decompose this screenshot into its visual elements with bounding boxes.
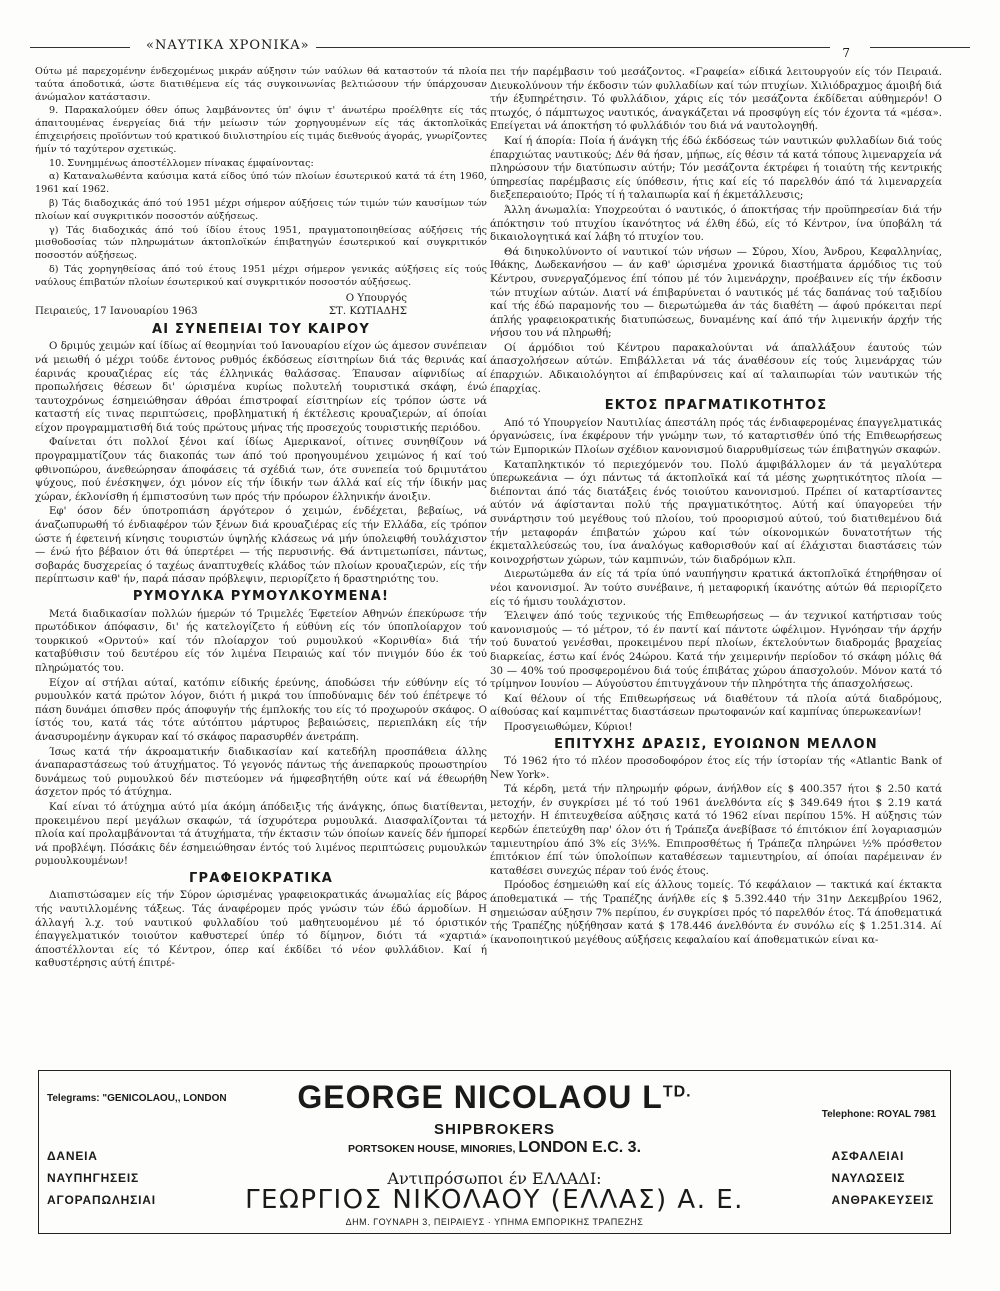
signature-title: Ο Υπουργός (345, 292, 407, 304)
paragraph: Εφ' όσον δέν ύποτροπιάση άργότερον ό χειμών, ένδέχεται, βεβαίως, νά άναζωπυρωθή τό ένδιαφέρον τών ξένων διά κρουαζιέρας είς τήν Ελλάδα, είς τρόπον ώστε ή έφετεινή κίνησις τουριστών ύψηλής κλάσεως νά μήν ύπολειφθή τουλάχιστον — ένώ ήτο βέβαιον ότι θά ύπερτέρει — τής περυσινής. Θά άντιμετωπίσει, πάντως, σοβαράς δυσχερείας ό ταχέως άναπτυχθείς κλάδος τών πλοίων κρουαζιερών, είς τήν περίπτωσιν καθ' ήν, παρά πάσαν πρόβλεψιν, περιορίζετο ή δραστηριότης του. (35, 506, 487, 586)
paragraph: 9. Παρακαλούμεν όθεν όπως λαμβάνοντες ύπ' όψιν τ' άνωτέρω προέλθητε είς τάς άπαιτουμένας ένεργείας διά τήν μείωσιν τών χορηγουμένων είς τάς άκτοπλοϊκάς έπιχειρήσεις προϊόντων τού κρατικού διυλιστηρίου είς τιμάς διεθνούς άγοράς, γνωρίζοντες ήμίν τό ταχύτερον σχετικώς. (35, 105, 487, 155)
paragraph: Ο δριμύς χειμών καί ίδίως αί θεομηνίαι τού Ιανουαρίου είχον ώς άμεσον συνέπειαν νά μειωθή ό μέχρι τούδε έντονος ρυθμός έκδόσεως είσιτηρίων διά τάς θερινάς καί έαρινάς κρουαζιέρας είς τάς έλληνικάς θαλάσσας. Έπαυσαν αίφνιδίως αί προπωλήσεις θέσεων δι' ώρισμένα κυρίως πολυτελή τουριστικά σκάφη, ένώ ταυτοχρόνως έσημειώθησαν άθρόαι έπιστροφαί είσιτηρίων είς τρόπον ώστε νά καταστή είς τινας περιπτώσεις, προβληματική ή έκτέλεσις κρουαζιερών, αί όποίαι είχον προγραμματισθή διά τούς πρώτους μήνας τής προσεχούς τουριστικής περιόδου. (35, 341, 487, 434)
paragraph: Άλλη άνωμαλία: Υποχρεούται ό ναυτικός, ό άποκτήσας τήν προϋπηρεσίαν διά τήν άπόκτησιν τού πτυχίου ίκανότητος νά έλθη έδώ, είς τό Κέντρον, ίνα ύποβάλη τά δικαιολογητικά καί λάβη τό πτυχίον του. (490, 204, 942, 244)
paragraph: Μετά διαδικασίαν πολλών ήμερών τό Τριμελές Έφετείον Αθηνών έπεκύρωσε τήν πρωτόδικον άπόφασιν, δι' ής κατελογίζετο ή εύθύνη είς τόν ύποπλοίαρχον τού τουρκικού «Ορντού» καί τόν πλοίαρχον τού ρυμουλκού «Κορινθία» διά τήν καταβύθισιν τού δευτέρου είς τόν λιμένα Πειραιώς καί τόν πνιγμόν δύο έκ τού πληρώματός του. (35, 608, 487, 674)
paragraph: Ίσως κατά τήν άκροαματικήν διαδικασίαν καί κατεδήλη προσπάθεια άλλης άναπαραστάσεως τού άτυχήματος. Τό γεγονός πάντως τής άνεπαρκούς προωστηρίου δυνάμεως τού ρυμουλκού δέν πιστεύομεν νά ήμφεσβητήθη ούτε καί νά έθεωρήθη άσχετον πρός τό άτύχημα. (35, 746, 487, 799)
signature-line (35, 305, 487, 319)
address-city: LONDON E.C. 3. (518, 1139, 642, 1156)
right-column (490, 66, 942, 1066)
paragraph: Έλειψεν άπό τούς τεχνικούς τής Επιθεωρήσεως — άν τεχνικοί κατήρτισαν τούς κανονισμούς — τό μέτρον, τό έν παντί καί πάντοτε ώφέλιμον. Ηγνόησαν τήν άρχήν τού δυνατού γενέσθαι, προκειμένου περί πλοίων, έκτελούντων διαδρομάς βραχείας διαρκείας, έστω καί ένός 24ώρου. Κατά τήν χειμερινήν περίοδον τό σκάφη μόλις θά 30 — 40% τού προσφερομένου διά τούς έπιβάτας χώρου άπασχολούν. Μόνον κατά τό τρίμηνον Ιουνίου — Αύγούστου έπιτυγχάνουν τήν πληρότητα τής άπασχολήσεως. (490, 611, 942, 691)
header-rule-left (30, 47, 130, 48)
service-item: ΑΝΘΡΑΚΕΥΣΕΙΣ (831, 1193, 934, 1207)
paragraph: Πρόοδος έσημειώθη καί είς άλλους τομείς. Τό κεφάλαιον — τακτικά καί έκτακτα άποθεματικά — τής Τραπέζης άνήλθε είς $ 5.392.440 τήν 31ην Δεκεμβρίου 1962, σημειώσαν αύξησιν 7% περίπου, έν συγκρίσει πρός τό παρελθόν έτος. Τά άποθεματικά τής Τραπέζης ηύξήθησαν κατά $ 178.446 άνελθόντα έν συνόλω είς $ 1.251.314. Αί ίκανοποιητικού μεγέθους αύξήσεις κεφαλαίου καί άποθεματικών είναι κα- (490, 880, 942, 946)
service-item: ΝΑΥΛΩΣΕΙΣ (831, 1171, 906, 1185)
paragraph: Θά διηυκολύνοντο οί ναυτικοί τών νήσων — Σύρου, Χίου, Άνδρου, Κεφαλληνίας, Ιθάκης, Δωδεκανήσου — άν καθ' ώρισμένα χρονικά διαστήματα άρμόδιος τις τού Κέντρου, συνεργαζόμενος έπί τόπου μέ τόν λιμενάρχην, προέβαινεν είς τήν έκδοσιν τών πτυχίων αύτών. Διατί νά έπιβαρύνεται ό ναυτικός μέ τάς δαπάνας τού ταξιδίου καί τής έδώ παραμονής του — διερωτώμεθα άν τάς διαθέτη — άφού πρόκειται περί άπλής γραφειοκρατικής διατυπώσεως, δυναμένης καί άπό τήν λιμενικήν άρχήν τής νήσου του νά πληρωθή; (490, 246, 942, 340)
page-number: 7 (842, 46, 850, 60)
shipbroker-advertisement (38, 1070, 951, 1234)
address-street: PORTSOKEN HOUSE, MINORIES, (347, 1143, 516, 1155)
header-rule-middle (290, 47, 830, 48)
service-item: ΝΑΥΠΗΓΗΣΕΙΣ (47, 1171, 139, 1185)
page-header (30, 38, 970, 58)
company-address (39, 1139, 950, 1157)
paragraph: Καταπληκτικόν τό περιεχόμενόν του. Πολύ άμφιβάλλομεν άν τά μεγαλύτερα ύπερωκεάνια — όχι πάντως τά άκτοπλοϊκά καί τά μέσης χωρητικότητος πλοία — διέπονται άπό τάς διατάξεις ένός τοιούτου κανονισμού. Πρέπει οί καταρτίσαντες αύτόν νά άφίστανται πολύ τής πραγματικότητος. Αύτή καί ύπαγορεύει τήν συνάρτησιν τού μεγέθους τού πλοίου, τού προορισμού αύτού, τού διατιθεμένου διά τήν μεταφοράν έπιβατών χώρου καί τών οίκονομικών δυνατοτήτων τής έκμεταλλεύσεώς του, ίνα άναλόγως καθορισθούν καί αί έλάχισται διαστάσεις τών κοινοχρήστων χώρων, τών καμπινών, τών διαδρόμων κλπ. (490, 459, 942, 566)
agents-line: Αντιπρόσωποι έν ΕΛΛΑΔΙ: (387, 1169, 602, 1188)
paragraph: 10. Συνημμένως άποστέλλομεν πίνακας έμφαίνοντας: (49, 157, 314, 169)
company-subtitle: SHIPBROKERS (433, 1121, 556, 1138)
company-name-text: GEORGE NICOLAOU L (297, 1079, 663, 1115)
newspaper-title: «ΝΑΥΤΙΚΑ ΧΡΟΝΙΚΑ» (140, 38, 316, 53)
paragraph: Οί άρμόδιοι τού Κέντρου παρακαλούνται νά άπαλλάξουν έαυτούς τών άπασχολήσεων αύτών. Επιβάλλεται νά τάς άναθέσουν είς τούς λιμενάρχας τών έπαρχιών. Αδικαιολόγητοι αί έπιβαρύνσεις καί αί ταλαιπωρίαι τών ναυτικών τής έπαρχίας. (490, 342, 942, 395)
paragraph: Τό 1962 ήτο τό πλέον προσοδοφόρον έτος είς τήν ίστορίαν τής «Atlantic Bank of New York». (490, 756, 942, 781)
telephone-number: Telephone: ROYAL 7981 (821, 1109, 936, 1120)
paragraph: πει τήν παρέμβασιν τού μεσάζοντος. «Γραφεία» είδικά λειτουργούν είς τόν Πειραιά. Διευκολύνουν τήν έκδοσιν τών φυλλαδίων καί τών πτυχίων. Χιλιόδραχμος άμοιβή διά τήν έξυπηρέτησιν. Τό φυλλάδιον, χάρις είς τόν μεσάζοντα έκδίδεται αύθημερόν! Ο πτωχός, ό πάμπτωχος ναυτικός, άναγκάζεται νά προσφύγη είς τόν έχοντα τά «μέσα». Επείγεται νά άποκτήση τό φυλλάδιόν του διά νά ναυτολογηθή. (490, 67, 942, 133)
section-heading: ΓΡΑΦΕΙΟΚΡΑΤΙΚΑ (189, 870, 333, 886)
company-name (39, 1079, 950, 1116)
service-item: ΑΓΟΡΑΠΩΛΗΣΙΑΙ (47, 1193, 156, 1207)
header-rule-right (870, 47, 970, 48)
section-heading: ΡΥΜΟΥΛΚΑ ΡΥΜΟΥΛΚΟΥΜΕΝΑ! (132, 589, 390, 605)
service-item: ΔΑΝΕΙΑ (47, 1149, 98, 1163)
greek-address: ΔΗΜ. ΓΟΥΝΑΡΗ 3, ΠΕΙΡΑΙΕΥΣ · ΥΠΗΜΑ ΕΜΠΟΡΙΚΗΣ ΤΡΑΠΕΖΗΣ (345, 1217, 644, 1227)
telegrams-address: Telegrams: "GENICOLAOU,, LONDON (47, 1093, 227, 1104)
company-name-suffix: TD. (662, 1083, 692, 1101)
paragraph: δ) Τάς χορηγηθείσας άπό τού έτους 1951 μέχρι σήμερον γενικάς αύξήσεις είς τούς ναύλους έπιβατών πλοίων έσωτερικού καί συγκριτικόν ποσοστόν αύξήσεως. (35, 263, 487, 288)
section-heading: ΕΠΙΤΥΧΗΣ ΔΡΑΣΙΣ, ΕΥΟΙΩΝΟΝ ΜΕΛΛΟΝ (554, 736, 878, 752)
greek-company-name: ΓΕΩΡΓΙΟΣ ΝΙΚΟΛΑΟΥ (ΕΛΛΑΣ) Α. Ε. (245, 1185, 744, 1215)
paragraph: α) Καταναλωθέντα καύσιμα κατά είδος ύπό τών πλοίων έσωτερικού κατά τά έτη 1960, 1961 καί 1962. (35, 171, 487, 196)
signature-name: ΣΤ. ΚΩΤΙΑΔΗΣ (328, 306, 407, 318)
signature-place-date: Πειραιεύς, 17 Ιανουαρίου 1963 (35, 306, 198, 318)
service-item: ΑΣΦΑΛΕΙΑΙ (831, 1149, 905, 1163)
section-heading: ΑΙ ΣΥΝΕΠΕΙΑΙ ΤΟΥ ΚΑΙΡΟΥ (152, 321, 370, 337)
paragraph: Προσγειωθώμεν, Κύριοι! (504, 721, 633, 733)
left-column (35, 66, 487, 1066)
paragraph: Καί ή άπορία: Ποία ή άνάγκη τής έδώ έκδόσεως τών ναυτικών φυλλαδίων διά τούς έπαρχιώτας ναυτικούς; Δέν θά ήσαν, μήπως, είς θέσιν τά κατά τόπους λιμεναρχεία νά πληρώσουν τήν διατύπωσιν αύτήν; Τόν μεσάζοντα έκτρέφει ή τοιαύτη τής κεντρικής ύπηρεσίας παρέμβασις είς ύπόθεσιν, ήτις καί είς τό παρελθόν άπό τά λιμεναρχεία διεξεπεραιούτο; Πρός τί ή ταλαιπωρία καί ή έκμετάλλευσις; (490, 135, 942, 202)
paragraph: γ) Τάς διαδοχικάς άπό τού ίδίου έτους 1951, πραγματοποιηθείσας αύξήσεις τής μισθοδοσίας τών πληρωμάτων άκτοπλοϊκών έπιβατηγών έσωτερικού καί συγκριτικόν ποσοστόν αύξήσεως. (35, 224, 487, 262)
paragraph: Από τό Υπουργείον Ναυτιλίας άπεστάλη πρός τάς ένδιαφερομένας έπαγγελματικάς όργανώσεις, ίνα έκφέρουν τήν γνώμην των, τό καταρτισθέν ύπό τής Επιθεωρήσεως τών Εμπορικών Πλοίων σχέδιον κανονισμού διαρρυθμίσεως τών έπιβατηγών σκαφών. (490, 417, 942, 457)
paragraph: Τά κέρδη, μετά τήν πληρωμήν φόρων, άνήλθον είς $ 400.357 ήτοι $ 2.50 κατά μετοχήν, έν συγκρίσει μέ τό τού 1961 άνελθόντα είς $ 349.649 ήτοι $ 2.19 κατά μετοχήν. Η έπιτευχθείσα αύξησις κατά τό 1962 είναι περίπου 15%. Η αύξησις τών κερδών έπετεύχθη παρ' όλον ότι ή Τράπεζα άνεβίβασε τό έπιτόκιον έπί λογαριασμών ταμιευτηρίου άπό 3% είς 3½%. Επιπροσθέτως ή Τράπεζα πληρώνει ½% πρόσθετον έπιτόκιον έπί τών ύπολοίπων καταθέσεων ταμιευτηρίου, αί όποίαι παρέμειναν έν καταθέσει συνεχώς πέραν τού ένός έτους. (490, 784, 942, 877)
paragraph: Ούτω μέ παρεχομένην ένδεχομένως μικράν αύξησιν τών ναύλων θά καταστούν τά πλοία ταύτα άποδοτικά, ώστε διατιθέμενα είς τάς συγκοινωνίας βελτιώσουν τήν ύπάρχουσαν άνώμαλον κατάστασιν. (35, 66, 487, 103)
paragraph: Καί είναι τό άτύχημα αύτό μία άκόμη άπόδειξις τής άνάγκης, όπως διατίθενται, προκειμένου περί μεγάλων σκαφών, τά ίσχυρότερα ρυμουλκά. Διασφαλίζονται τά πλοία καί προλαμβάνονται τά άτυχήματα, τήν έκτασιν τών όποίων κανείς δέν ήμπορεί νά προβλέψη. Πόσάκις δέν έσημειώθησαν έντός τού λιμένος περιπτώσεις ρυμουλκών ρυμουλκουμένων! (35, 801, 487, 868)
paragraph: β) Τάς διαδοχικάς άπό τού 1951 μέχρι σήμερον αύξήσεις τών τιμών τών καυσίμων τών πλοίων καί συγκριτικόν ποσοστόν αύξήσεως. (35, 197, 487, 222)
paragraph: Καί θέλουν οί τής Επιθεωρήσεως νά διαθέτουν τά πλοία αύτά διαδρόμους, αίθούσας καί καμπινέττας διαστάσεων πρωτοφανών καί καμπίνας ύπερωκεανίων! (490, 693, 942, 719)
paragraph: Είχον αί στήλαι αύταί, κατόπιν είδικής έρεύνης, άποδώσει τήν εύθύνην είς τό ρυμουλκόν κατά πρώτον λόγον, διότι ή μικρά του ίπποδύναμις δέν τού έπέτρεψε τό πάση δυνάμει όπισθεν πρός άποφυγήν τής έμπλοκής του είς τό προχωρούν σκάφος. Ο ίστός του, κατά τάς τότε αύτόπτου μάρτυρος βεβαιώσεις, περιεπλάκη είς τήν άνασυρομένην άγκυραν καί τό σκάφος παρασυρθέν άνετράπη. (35, 677, 487, 743)
section-heading: ΕΚΤΟΣ ΠΡΑΓΜΑΤΙΚΟΤΗΤΟΣ (604, 398, 828, 414)
paragraph: Διερωτώμεθα άν είς τά τρία ύπό ναυπήγησιν κρατικά άκτοπλοϊκά έτηρήθησαν οί νέοι κανονισμοί. Άν τούτο συνέβαινε, ή μεταφορική ίκανότης αύτών θά περιορίζετο είς τό ήμισυ τουλάχιστον. (490, 569, 942, 608)
paragraph: Διαπιστώσαμεν είς τήν Σύρον ώρισμένας γραφειοκρατικάς άνωμαλίας είς βάρος τής ναυτιλλομένης τάξεως. Τάς άναφέρομεν πρός γνώσιν τών έδώ άρμοδίων. Η άλλαγή λ.χ. τού ναυτικού φυλλαδίου τού μαθητευομένου μέ τό όριστικόν έπαγγελματικόν τοιούτον καθυστερεί ύπέρ τό δίμηνον, διότι τά «χαρτιά» άποστέλλονται είς τό Κέντρον, όπερ καί έκδίδει τό νέον φυλλάδιον. Καί ή καθυστέρησις αύτή έπιτρέ- (35, 890, 487, 970)
paragraph: Φαίνεται ότι πολλοί ξένοι καί ίδίως Αμερικανοί, οίτινες συνηθίζουν νά προγραμματίζουν τάς διακοπάς των άπό τού προηγουμένου χειμώνος ή καί τού φθινοπώρου, άνεθεώρησαν άποφάσεις τά σχέδιά των, ότε συνεπεία τού δριμυτάτου ψύχους, πού ένέσκηψεν, όχι μόνον είς τήν ίδικήν των άλλά καί είς τήν ίδικήν μας χώραν, έκλονίσθη ή έμπιστοσύνη των πρός τήν πρόωρον έλληνικήν άνοιξιν. (35, 437, 487, 503)
